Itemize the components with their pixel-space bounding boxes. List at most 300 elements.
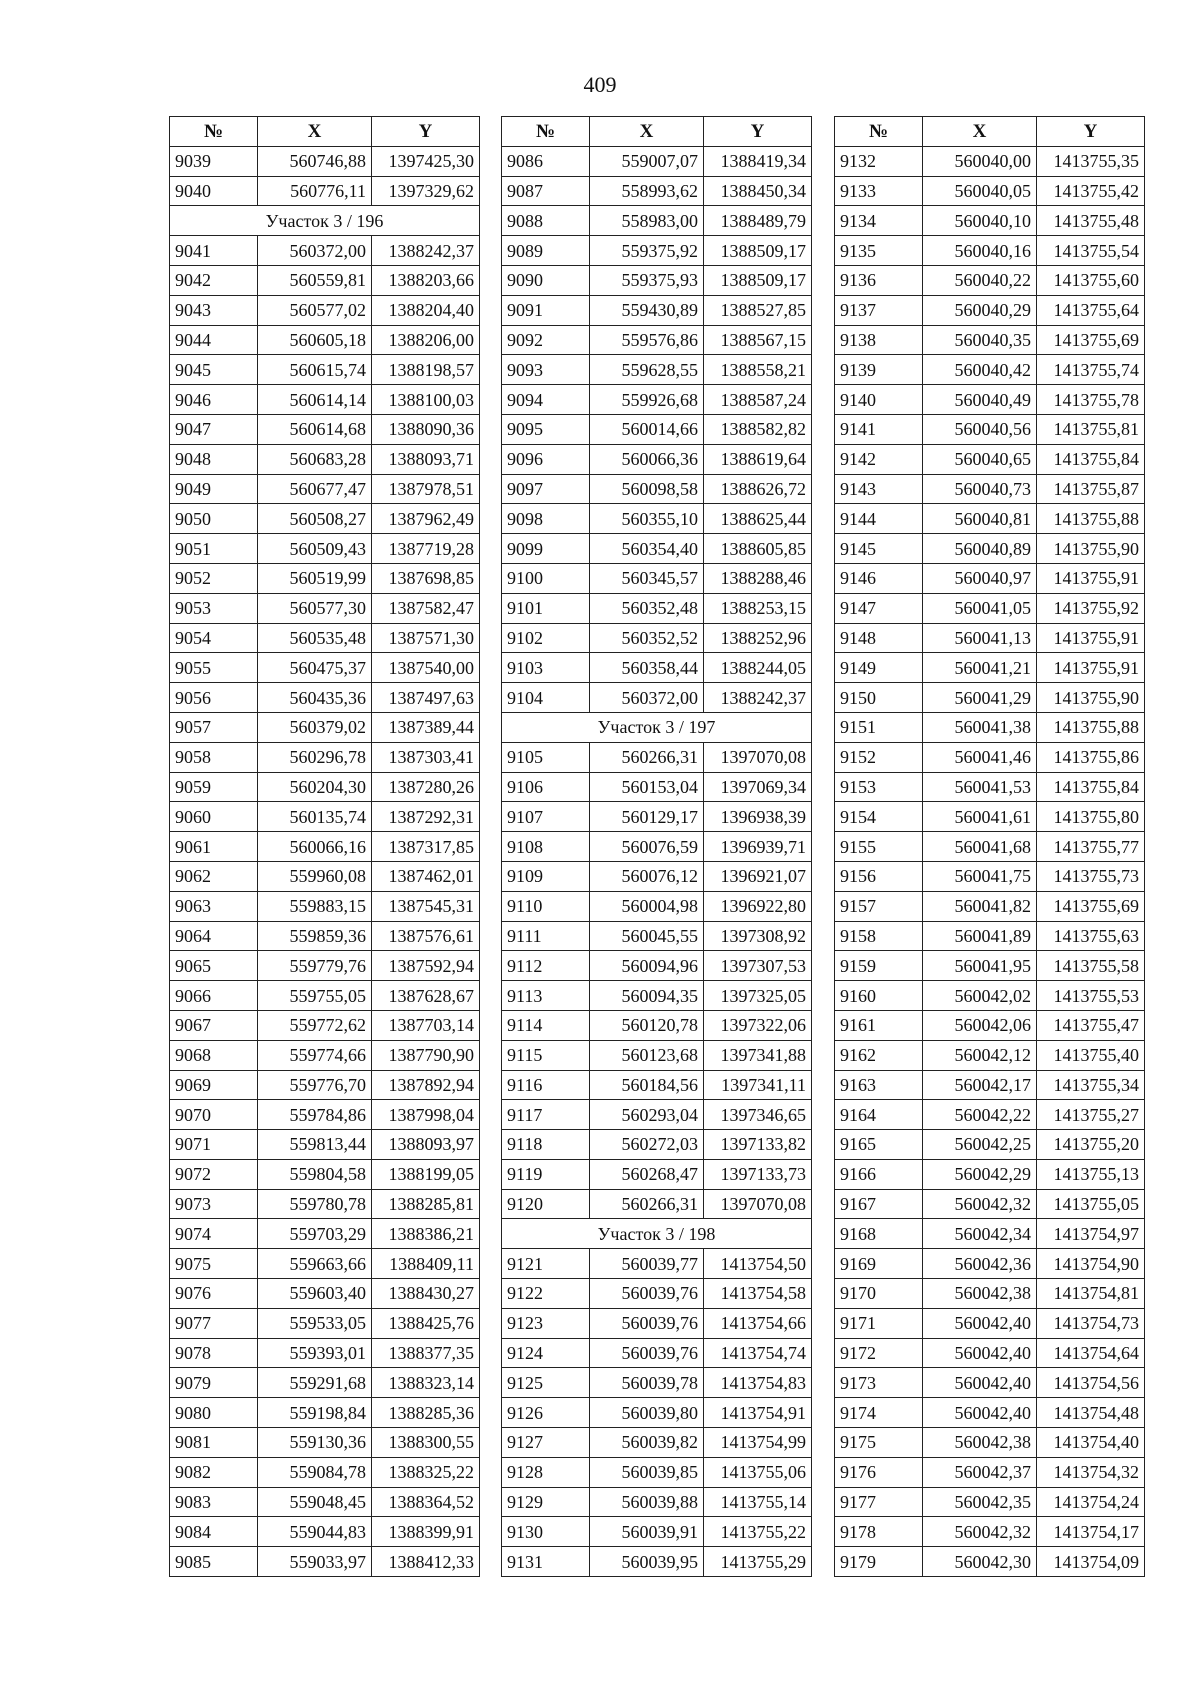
y-coordinate: 1413755,69 bbox=[1037, 325, 1145, 355]
point-number: 9081 bbox=[170, 1428, 258, 1458]
table-row bbox=[170, 1428, 480, 1458]
point-number: 9135 bbox=[835, 236, 923, 266]
x-coordinate: 560045,55 bbox=[590, 921, 704, 951]
y-coordinate: 1413754,91 bbox=[704, 1398, 812, 1428]
x-coordinate: 559430,89 bbox=[590, 295, 704, 325]
point-number: 9087 bbox=[502, 176, 590, 206]
point-number: 9098 bbox=[502, 504, 590, 534]
x-coordinate: 560040,65 bbox=[923, 444, 1037, 474]
table-row bbox=[170, 742, 480, 772]
x-coordinate: 560746,88 bbox=[258, 146, 372, 176]
table-row bbox=[502, 1308, 812, 1338]
x-coordinate: 559960,08 bbox=[258, 861, 372, 891]
point-number: 9103 bbox=[502, 653, 590, 683]
x-coordinate: 559533,05 bbox=[258, 1308, 372, 1338]
x-coordinate: 560066,36 bbox=[590, 444, 704, 474]
table-row bbox=[170, 563, 480, 593]
point-number: 9120 bbox=[502, 1189, 590, 1219]
x-coordinate: 559048,45 bbox=[258, 1487, 372, 1517]
table-row bbox=[502, 1100, 812, 1130]
y-coordinate: 1396922,80 bbox=[704, 891, 812, 921]
x-coordinate: 560042,32 bbox=[923, 1517, 1037, 1547]
table-row bbox=[502, 832, 812, 862]
x-coordinate: 559772,62 bbox=[258, 1010, 372, 1040]
x-coordinate: 560040,22 bbox=[923, 265, 1037, 295]
y-coordinate: 1387280,26 bbox=[372, 772, 480, 802]
table-row bbox=[835, 146, 1145, 176]
x-coordinate: 560042,40 bbox=[923, 1398, 1037, 1428]
table-row bbox=[835, 832, 1145, 862]
x-coordinate: 560040,49 bbox=[923, 385, 1037, 415]
point-number: 9079 bbox=[170, 1368, 258, 1398]
table-row bbox=[502, 355, 812, 385]
y-coordinate: 1387571,30 bbox=[372, 623, 480, 653]
x-coordinate: 559926,68 bbox=[590, 385, 704, 415]
y-coordinate: 1388430,27 bbox=[372, 1279, 480, 1309]
point-number: 9141 bbox=[835, 414, 923, 444]
point-number: 9080 bbox=[170, 1398, 258, 1428]
y-coordinate: 1413755,73 bbox=[1037, 861, 1145, 891]
x-coordinate: 560153,04 bbox=[590, 772, 704, 802]
table-row bbox=[502, 534, 812, 564]
x-coordinate: 560614,14 bbox=[258, 385, 372, 415]
x-coordinate: 560123,68 bbox=[590, 1040, 704, 1070]
point-number: 9164 bbox=[835, 1100, 923, 1130]
point-number: 9104 bbox=[502, 683, 590, 713]
point-number: 9089 bbox=[502, 236, 590, 266]
y-coordinate: 1413755,29 bbox=[704, 1547, 812, 1577]
table-row bbox=[835, 802, 1145, 832]
y-coordinate: 1413755,05 bbox=[1037, 1189, 1145, 1219]
point-number: 9138 bbox=[835, 325, 923, 355]
point-number: 9053 bbox=[170, 593, 258, 623]
point-number: 9095 bbox=[502, 414, 590, 444]
point-number: 9168 bbox=[835, 1219, 923, 1249]
table-row bbox=[502, 146, 812, 176]
x-coordinate: 560040,10 bbox=[923, 206, 1037, 236]
point-number: 9177 bbox=[835, 1487, 923, 1517]
y-coordinate: 1388364,52 bbox=[372, 1487, 480, 1517]
point-number: 9117 bbox=[502, 1100, 590, 1130]
point-number: 9176 bbox=[835, 1457, 923, 1487]
point-number: 9091 bbox=[502, 295, 590, 325]
table-row bbox=[170, 802, 480, 832]
table-row bbox=[835, 504, 1145, 534]
x-coordinate: 560266,31 bbox=[590, 742, 704, 772]
point-number: 9163 bbox=[835, 1070, 923, 1100]
table-row bbox=[502, 444, 812, 474]
x-coordinate: 560042,32 bbox=[923, 1189, 1037, 1219]
y-coordinate: 1388509,17 bbox=[704, 236, 812, 266]
table-row bbox=[835, 1338, 1145, 1368]
x-coordinate: 560040,42 bbox=[923, 355, 1037, 385]
point-number: 9156 bbox=[835, 861, 923, 891]
x-coordinate: 560677,47 bbox=[258, 474, 372, 504]
y-coordinate: 1388198,57 bbox=[372, 355, 480, 385]
x-coordinate: 560042,40 bbox=[923, 1338, 1037, 1368]
y-coordinate: 1413755,92 bbox=[1037, 593, 1145, 623]
header-x: X bbox=[590, 117, 704, 147]
x-coordinate: 560577,30 bbox=[258, 593, 372, 623]
y-coordinate: 1413754,56 bbox=[1037, 1368, 1145, 1398]
table-row bbox=[502, 206, 812, 236]
y-coordinate: 1388386,21 bbox=[372, 1219, 480, 1249]
point-number: 9171 bbox=[835, 1308, 923, 1338]
section-row bbox=[502, 712, 812, 742]
table-row bbox=[835, 1219, 1145, 1249]
header-y: Y bbox=[372, 117, 480, 147]
x-coordinate: 560354,40 bbox=[590, 534, 704, 564]
x-coordinate: 559291,68 bbox=[258, 1368, 372, 1398]
table-row bbox=[170, 176, 480, 206]
table-row bbox=[835, 474, 1145, 504]
y-coordinate: 1388100,03 bbox=[372, 385, 480, 415]
y-coordinate: 1387462,01 bbox=[372, 861, 480, 891]
x-coordinate: 559084,78 bbox=[258, 1457, 372, 1487]
point-number: 9123 bbox=[502, 1308, 590, 1338]
x-coordinate: 560184,56 bbox=[590, 1070, 704, 1100]
table-row bbox=[502, 1368, 812, 1398]
table-row bbox=[835, 593, 1145, 623]
y-coordinate: 1388587,24 bbox=[704, 385, 812, 415]
point-number: 9162 bbox=[835, 1040, 923, 1070]
table-row bbox=[170, 1189, 480, 1219]
x-coordinate: 559780,78 bbox=[258, 1189, 372, 1219]
y-coordinate: 1413754,50 bbox=[704, 1249, 812, 1279]
point-number: 9119 bbox=[502, 1159, 590, 1189]
y-coordinate: 1388619,64 bbox=[704, 444, 812, 474]
table-row bbox=[170, 355, 480, 385]
x-coordinate: 559628,55 bbox=[590, 355, 704, 385]
x-coordinate: 559804,58 bbox=[258, 1159, 372, 1189]
table-row bbox=[502, 1338, 812, 1368]
x-coordinate: 560098,58 bbox=[590, 474, 704, 504]
y-coordinate: 1388285,36 bbox=[372, 1398, 480, 1428]
table-row bbox=[835, 1070, 1145, 1100]
table-row bbox=[502, 742, 812, 772]
table-row bbox=[502, 802, 812, 832]
point-number: 9161 bbox=[835, 1010, 923, 1040]
point-number: 9130 bbox=[502, 1517, 590, 1547]
point-number: 9122 bbox=[502, 1279, 590, 1309]
table-row bbox=[170, 951, 480, 981]
y-coordinate: 1413755,91 bbox=[1037, 653, 1145, 683]
table-row bbox=[502, 474, 812, 504]
point-number: 9124 bbox=[502, 1338, 590, 1368]
y-coordinate: 1413755,81 bbox=[1037, 414, 1145, 444]
point-number: 9179 bbox=[835, 1547, 923, 1577]
point-number: 9072 bbox=[170, 1159, 258, 1189]
y-coordinate: 1387303,41 bbox=[372, 742, 480, 772]
x-coordinate: 560135,74 bbox=[258, 802, 372, 832]
x-coordinate: 559393,01 bbox=[258, 1338, 372, 1368]
table-row bbox=[502, 951, 812, 981]
table-header-row bbox=[835, 117, 1145, 147]
x-coordinate: 560004,98 bbox=[590, 891, 704, 921]
table-row bbox=[502, 772, 812, 802]
y-coordinate: 1413754,48 bbox=[1037, 1398, 1145, 1428]
point-number: 9142 bbox=[835, 444, 923, 474]
y-coordinate: 1387790,90 bbox=[372, 1040, 480, 1070]
point-number: 9107 bbox=[502, 802, 590, 832]
y-coordinate: 1388093,71 bbox=[372, 444, 480, 474]
table-row bbox=[170, 593, 480, 623]
x-coordinate: 559813,44 bbox=[258, 1130, 372, 1160]
x-coordinate: 559755,05 bbox=[258, 981, 372, 1011]
section-title: Участок 3 / 198 bbox=[502, 1219, 812, 1249]
header-num: № bbox=[170, 117, 258, 147]
page-number: 409 bbox=[583, 72, 617, 97]
x-coordinate: 560042,37 bbox=[923, 1457, 1037, 1487]
y-coordinate: 1413754,64 bbox=[1037, 1338, 1145, 1368]
x-coordinate: 560776,11 bbox=[258, 176, 372, 206]
y-coordinate: 1413754,58 bbox=[704, 1279, 812, 1309]
point-number: 9047 bbox=[170, 414, 258, 444]
point-number: 9173 bbox=[835, 1368, 923, 1398]
x-coordinate: 560040,73 bbox=[923, 474, 1037, 504]
y-coordinate: 1413755,27 bbox=[1037, 1100, 1145, 1130]
y-coordinate: 1397341,11 bbox=[704, 1070, 812, 1100]
y-coordinate: 1413755,20 bbox=[1037, 1130, 1145, 1160]
y-coordinate: 1397069,34 bbox=[704, 772, 812, 802]
y-coordinate: 1413755,60 bbox=[1037, 265, 1145, 295]
point-number: 9070 bbox=[170, 1100, 258, 1130]
table-row bbox=[170, 772, 480, 802]
table-row bbox=[170, 1130, 480, 1160]
y-coordinate: 1388285,81 bbox=[372, 1189, 480, 1219]
x-coordinate: 560129,17 bbox=[590, 802, 704, 832]
y-coordinate: 1413755,54 bbox=[1037, 236, 1145, 266]
table-row bbox=[835, 921, 1145, 951]
point-number: 9057 bbox=[170, 712, 258, 742]
point-number: 9118 bbox=[502, 1130, 590, 1160]
table-row bbox=[835, 742, 1145, 772]
y-coordinate: 1413755,77 bbox=[1037, 832, 1145, 862]
y-coordinate: 1387389,44 bbox=[372, 712, 480, 742]
point-number: 9149 bbox=[835, 653, 923, 683]
point-number: 9076 bbox=[170, 1279, 258, 1309]
x-coordinate: 560041,68 bbox=[923, 832, 1037, 862]
point-number: 9090 bbox=[502, 265, 590, 295]
header-x: X bbox=[923, 117, 1037, 147]
y-coordinate: 1413754,99 bbox=[704, 1428, 812, 1458]
x-coordinate: 560042,36 bbox=[923, 1249, 1037, 1279]
y-coordinate: 1413755,80 bbox=[1037, 802, 1145, 832]
table-row bbox=[502, 236, 812, 266]
y-coordinate: 1413755,90 bbox=[1037, 683, 1145, 713]
y-coordinate: 1387582,47 bbox=[372, 593, 480, 623]
y-coordinate: 1388450,34 bbox=[704, 176, 812, 206]
y-coordinate: 1413755,88 bbox=[1037, 712, 1145, 742]
table-row bbox=[835, 1249, 1145, 1279]
y-coordinate: 1413755,42 bbox=[1037, 176, 1145, 206]
point-number: 9159 bbox=[835, 951, 923, 981]
y-coordinate: 1397346,65 bbox=[704, 1100, 812, 1130]
x-coordinate: 560041,61 bbox=[923, 802, 1037, 832]
table-row bbox=[170, 1517, 480, 1547]
table-row bbox=[835, 176, 1145, 206]
x-coordinate: 559007,07 bbox=[590, 146, 704, 176]
x-coordinate: 560577,02 bbox=[258, 295, 372, 325]
point-number: 9059 bbox=[170, 772, 258, 802]
x-coordinate: 560094,96 bbox=[590, 951, 704, 981]
x-coordinate: 560039,85 bbox=[590, 1457, 704, 1487]
point-number: 9116 bbox=[502, 1070, 590, 1100]
x-coordinate: 560040,29 bbox=[923, 295, 1037, 325]
point-number: 9055 bbox=[170, 653, 258, 683]
point-number: 9088 bbox=[502, 206, 590, 236]
y-coordinate: 1387698,85 bbox=[372, 563, 480, 593]
table-row bbox=[170, 474, 480, 504]
table-row bbox=[170, 1070, 480, 1100]
point-number: 9109 bbox=[502, 861, 590, 891]
table-row bbox=[835, 772, 1145, 802]
x-coordinate: 559784,86 bbox=[258, 1100, 372, 1130]
table-row bbox=[835, 563, 1145, 593]
table-row bbox=[835, 325, 1145, 355]
point-number: 9061 bbox=[170, 832, 258, 862]
x-coordinate: 560040,35 bbox=[923, 325, 1037, 355]
point-number: 9115 bbox=[502, 1040, 590, 1070]
table-row bbox=[835, 265, 1145, 295]
point-number: 9146 bbox=[835, 563, 923, 593]
x-coordinate: 560352,48 bbox=[590, 593, 704, 623]
point-number: 9167 bbox=[835, 1189, 923, 1219]
x-coordinate: 560266,31 bbox=[590, 1189, 704, 1219]
point-number: 9140 bbox=[835, 385, 923, 415]
header-num: № bbox=[835, 117, 923, 147]
point-number: 9044 bbox=[170, 325, 258, 355]
table-row bbox=[170, 921, 480, 951]
y-coordinate: 1388409,11 bbox=[372, 1249, 480, 1279]
table-row bbox=[170, 1457, 480, 1487]
y-coordinate: 1388605,85 bbox=[704, 534, 812, 564]
y-coordinate: 1413754,90 bbox=[1037, 1249, 1145, 1279]
table-row bbox=[170, 891, 480, 921]
x-coordinate: 560041,53 bbox=[923, 772, 1037, 802]
x-coordinate: 559033,97 bbox=[258, 1547, 372, 1577]
x-coordinate: 560041,21 bbox=[923, 653, 1037, 683]
x-coordinate: 560042,40 bbox=[923, 1368, 1037, 1398]
x-coordinate: 560042,40 bbox=[923, 1308, 1037, 1338]
y-coordinate: 1413755,88 bbox=[1037, 504, 1145, 534]
point-number: 9085 bbox=[170, 1547, 258, 1577]
y-coordinate: 1413754,09 bbox=[1037, 1547, 1145, 1577]
y-coordinate: 1413755,53 bbox=[1037, 981, 1145, 1011]
table-row bbox=[502, 1040, 812, 1070]
point-number: 9143 bbox=[835, 474, 923, 504]
point-number: 9052 bbox=[170, 563, 258, 593]
table-row bbox=[502, 891, 812, 921]
point-number: 9133 bbox=[835, 176, 923, 206]
y-coordinate: 1413755,48 bbox=[1037, 206, 1145, 236]
x-coordinate: 559576,86 bbox=[590, 325, 704, 355]
point-number: 9046 bbox=[170, 385, 258, 415]
x-coordinate: 560042,17 bbox=[923, 1070, 1037, 1100]
y-coordinate: 1413754,17 bbox=[1037, 1517, 1145, 1547]
y-coordinate: 1388300,55 bbox=[372, 1428, 480, 1458]
table-row bbox=[170, 1159, 480, 1189]
table-row bbox=[170, 1249, 480, 1279]
x-coordinate: 560605,18 bbox=[258, 325, 372, 355]
y-coordinate: 1413755,84 bbox=[1037, 772, 1145, 802]
x-coordinate: 559776,70 bbox=[258, 1070, 372, 1100]
table-row bbox=[835, 1189, 1145, 1219]
x-coordinate: 560204,30 bbox=[258, 772, 372, 802]
table-row bbox=[835, 1457, 1145, 1487]
point-number: 9060 bbox=[170, 802, 258, 832]
x-coordinate: 560041,82 bbox=[923, 891, 1037, 921]
point-number: 9160 bbox=[835, 981, 923, 1011]
table-row bbox=[835, 1308, 1145, 1338]
y-coordinate: 1387703,14 bbox=[372, 1010, 480, 1040]
y-coordinate: 1387978,51 bbox=[372, 474, 480, 504]
table-row bbox=[502, 921, 812, 951]
x-coordinate: 560041,89 bbox=[923, 921, 1037, 951]
point-number: 9153 bbox=[835, 772, 923, 802]
point-number: 9071 bbox=[170, 1130, 258, 1160]
x-coordinate: 560355,10 bbox=[590, 504, 704, 534]
x-coordinate: 560039,77 bbox=[590, 1249, 704, 1279]
table-row bbox=[502, 325, 812, 355]
table-row bbox=[835, 1428, 1145, 1458]
point-number: 9172 bbox=[835, 1338, 923, 1368]
point-number: 9078 bbox=[170, 1338, 258, 1368]
point-number: 9166 bbox=[835, 1159, 923, 1189]
header-y: Y bbox=[1037, 117, 1145, 147]
y-coordinate: 1397133,73 bbox=[704, 1159, 812, 1189]
table-row bbox=[170, 832, 480, 862]
x-coordinate: 559663,66 bbox=[258, 1249, 372, 1279]
y-coordinate: 1413755,78 bbox=[1037, 385, 1145, 415]
point-number: 9113 bbox=[502, 981, 590, 1011]
table-row bbox=[170, 444, 480, 474]
x-coordinate: 560372,00 bbox=[258, 236, 372, 266]
x-coordinate: 560042,29 bbox=[923, 1159, 1037, 1189]
point-number: 9144 bbox=[835, 504, 923, 534]
y-coordinate: 1413755,90 bbox=[1037, 534, 1145, 564]
table-row bbox=[170, 1100, 480, 1130]
table-row bbox=[502, 1070, 812, 1100]
table-row bbox=[835, 206, 1145, 236]
coordinates-table-2 bbox=[501, 116, 812, 1577]
section-row bbox=[170, 206, 480, 236]
table-row bbox=[170, 295, 480, 325]
table-row bbox=[835, 1130, 1145, 1160]
table-row bbox=[835, 891, 1145, 921]
table-row bbox=[835, 1547, 1145, 1577]
table-row bbox=[502, 1487, 812, 1517]
table-row bbox=[835, 683, 1145, 713]
point-number: 9075 bbox=[170, 1249, 258, 1279]
table-row bbox=[502, 1189, 812, 1219]
point-number: 9067 bbox=[170, 1010, 258, 1040]
y-coordinate: 1388244,05 bbox=[704, 653, 812, 683]
y-coordinate: 1413755,91 bbox=[1037, 623, 1145, 653]
table-row bbox=[502, 593, 812, 623]
table-row bbox=[502, 265, 812, 295]
table-row bbox=[502, 295, 812, 325]
point-number: 9108 bbox=[502, 832, 590, 862]
table-row bbox=[170, 265, 480, 295]
table-row bbox=[502, 1457, 812, 1487]
table-row bbox=[170, 981, 480, 1011]
table-row bbox=[170, 1308, 480, 1338]
point-number: 9064 bbox=[170, 921, 258, 951]
point-number: 9083 bbox=[170, 1487, 258, 1517]
point-number: 9178 bbox=[835, 1517, 923, 1547]
point-number: 9082 bbox=[170, 1457, 258, 1487]
